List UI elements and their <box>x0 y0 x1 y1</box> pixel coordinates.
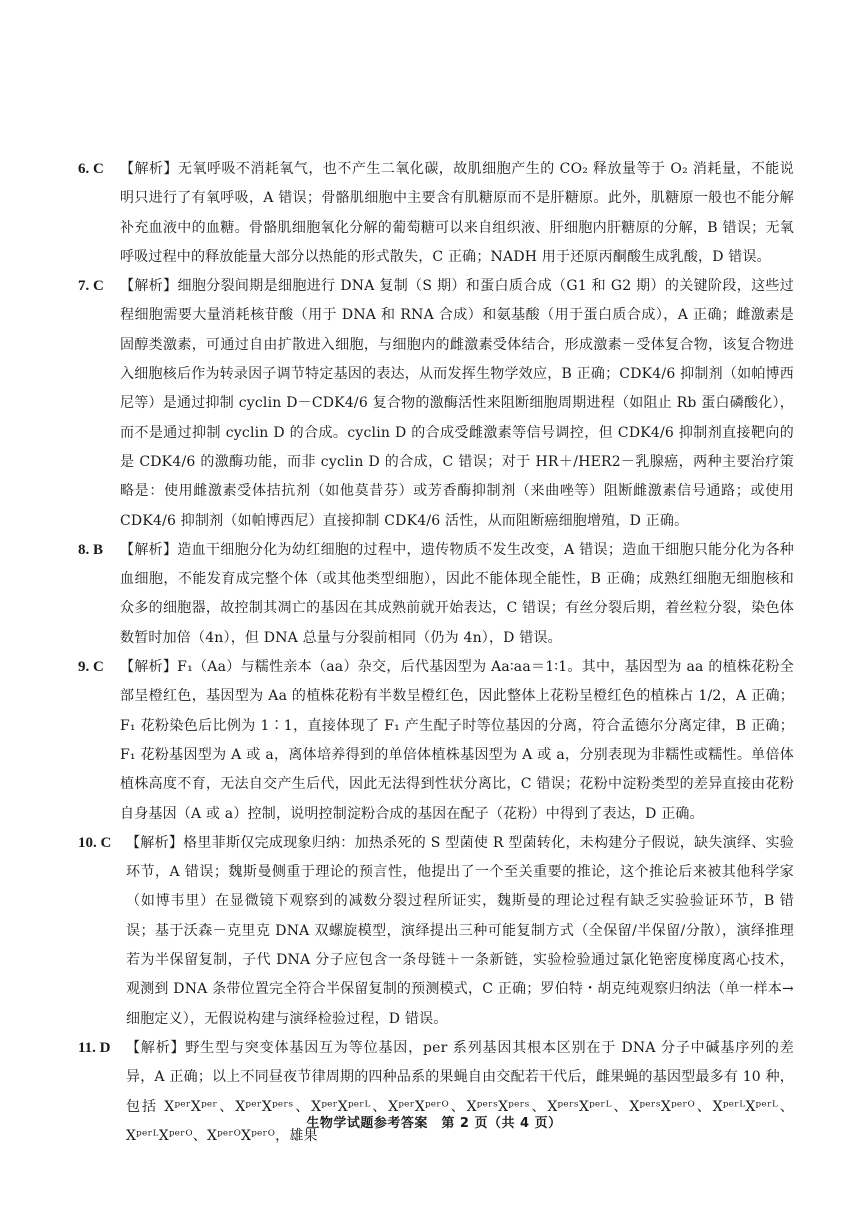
answer-explanation: 【解析】细胞分裂间期是细胞进行 DNA 复制（S 期）和蛋白质合成（G1 和 G2 期）的关键阶段，这些过程细胞需要大量消耗核苷酸（用于 DNA 和 RNA 合成）和氨基酸（用于蛋白质合成），A 正确；雌激素是固醇类激素，可通过自由扩散进入细胞，与细胞内的雌激素受体结合，形成激素－受体复合物，该复合物进入细胞核后作为转录因子调节特定基因的表达，从而发挥生物学效应，B 正确；CDK4/6 抑制剂（如帕博西尼等）是通过抑制 cyclin D－CDK4/6 复合物的激酶活性来阻断细胞周期进程（如阻止 Rb 蛋白磷酸化），而不是通过抑制 cyclin D 的合成。cyclin D 的合成受雌激素等信号调控，但 CDK4/6 抑制剂直接靶向的是 CDK4/6 的激酶功能，而非 cyclin D 的合成，C 错误；对于 HR＋/HER2－乳腺癌，两种主要治疗策略是：使用雌激素受体拮抗剂（如他莫昔芬）或芳香酶抑制剂（来曲唑等）阻断雌激素信号通路；或使用 CDK4/6 抑制剂（如帕博西尼）直接抑制 CDK4/6 活性，从而阻断癌细胞增殖，D 正确。 <box>120 278 795 529</box>
answer-item-6 <box>78 155 794 272</box>
answer-item-10 <box>78 829 794 1034</box>
answer-item-11 <box>78 1034 794 1151</box>
answer-item-8 <box>78 536 794 653</box>
answer-list <box>78 155 794 1151</box>
answer-explanation: 【解析】格里菲斯仅完成现象归纳：加热杀死的 S 型菌使 R 型菌转化，未构建分子假说，缺失演绎、实验环节，A 错误；魏斯曼侧重于理论的预言性，他提出了一个至关重要的推论，这个推论后来被其他科学家（如博韦里）在显微镜下观察到的减数分裂过程所证实，魏斯曼的理论过程有缺乏实验验证环节，B 错误；基于沃森－克里克 DNA 双螺旋模型，演绎提出三种可能复制方式（全保留/半保留/分散），演绎推理若为半保留复制，子代 DNA 分子应包含一条母链＋一条新链，实验检验通过氯化铯密度梯度离心技术，观测到 DNA 条带位置完全符合半保留复制的预测模式，C 正确；罗伯特・胡克纯观察归纳法（单一样本→细胞定义），无假说构建与演绎检验过程，D 错误。 <box>126 834 794 1027</box>
answer-explanation: 【解析】野生型与突变体基因互为等位基因，per 系列基因其根本区别在于 DNA 分子中碱基序列的差异，A 正确；以上不同昼夜节律周期的四种品系的果蝇自由交配若干代后，雌果蝇的基因型最多有 10 种，包括 XᵖᵉʳXᵖᵉʳ、XᵖᵉʳXᵖᵉʳˢ、XᵖᵉʳXᵖᵉʳᴸ、XᵖᵉʳXᵖᵉʳᴼ、XᵖᵉʳˢXᵖᵉʳˢ、XᵖᵉʳˢXᵖᵉʳᴸ、XᵖᵉʳˢXᵖᵉʳᴼ、XᵖᵉʳᴸXᵖᵉʳᴸ、XᵖᵉʳᴸXᵖᵉʳᴼ、XᵖᵉʳᴼXᵖᵉʳᴼ，雄果 <box>126 1039 794 1144</box>
answer-number: 10. C <box>78 834 112 851</box>
answer-item-7 <box>78 272 794 536</box>
answer-item-9 <box>78 653 794 829</box>
answer-number: 6. C <box>78 161 104 177</box>
answer-number: 11. D <box>78 1039 111 1056</box>
page-footer: 生物学试题参考答案 第 2 页（共 4 页） <box>306 1116 562 1131</box>
answer-explanation: 【解析】造血干细胞分化为幼红细胞的过程中，遗传物质不发生改变，A 错误；造血干细胞只能分化为各种血细胞，不能发育成完整个体（或其他类型细胞），因此不能体现全能性，B 正确；成熟红细胞无细胞核和众多的细胞器，故控制其凋亡的基因在其成熟前就开始表达，C 错误；有丝分裂后期，着丝粒分裂，染色体数暂时加倍（4n），但 DNA 总量与分裂前相同（仍为 4n），D 错误。 <box>120 541 794 646</box>
answer-explanation: 【解析】无氧呼吸不消耗氧气，也不产生二氧化碳，故肌细胞产生的 CO₂ 释放量等于 O₂ 消耗量，不能说明只进行了有氧呼吸，A 错误；骨骼肌细胞中主要含有肌糖原而不是肝糖原。此外，肌糖原一般也不能分解补充血液中的血糖。骨骼肌细胞氧化分解的葡萄糖可以来自组织液、肝细胞内肝糖原的分解，B 错误；无氧呼吸过程中的释放能量大部分以热能的形式散失，C 正确；NADH 用于还原丙酮酸生成乳酸，D 错误。 <box>120 161 794 265</box>
answer-number: 9. C <box>78 659 104 676</box>
answer-number: 8. B <box>78 541 104 558</box>
answer-explanation: 【解析】F₁（Aa）与糯性亲本（aa）杂交，后代基因型为 Aa∶aa＝1∶1。其中，基因型为 aa 的植株花粉全部呈橙红色，基因型为 Aa 的植株花粉有半数呈橙红色，因此整体上花粉呈橙红色的植株占 1/2，A 正确；F₁ 花粉染色后比例为 1∶1，直接体现了 F₁ 产生配子时等位基因的分离，符合孟德尔分离定律，B 正确；F₁ 花粉基因型为 A 或 a，离体培养得到的单倍体植株基因型为 A 或 a，分别表现为非糯性或糯性。单倍体植株高度不育，无法自交产生后代，因此无法得到性状分离比，C 错误；花粉中淀粉类型的差异直接由花粉自身基因（A 或 a）控制，说明控制淀粉合成的基因在配子（花粉）中得到了表达，D 正确。 <box>120 659 794 822</box>
answer-number: 7. C <box>78 278 104 295</box>
